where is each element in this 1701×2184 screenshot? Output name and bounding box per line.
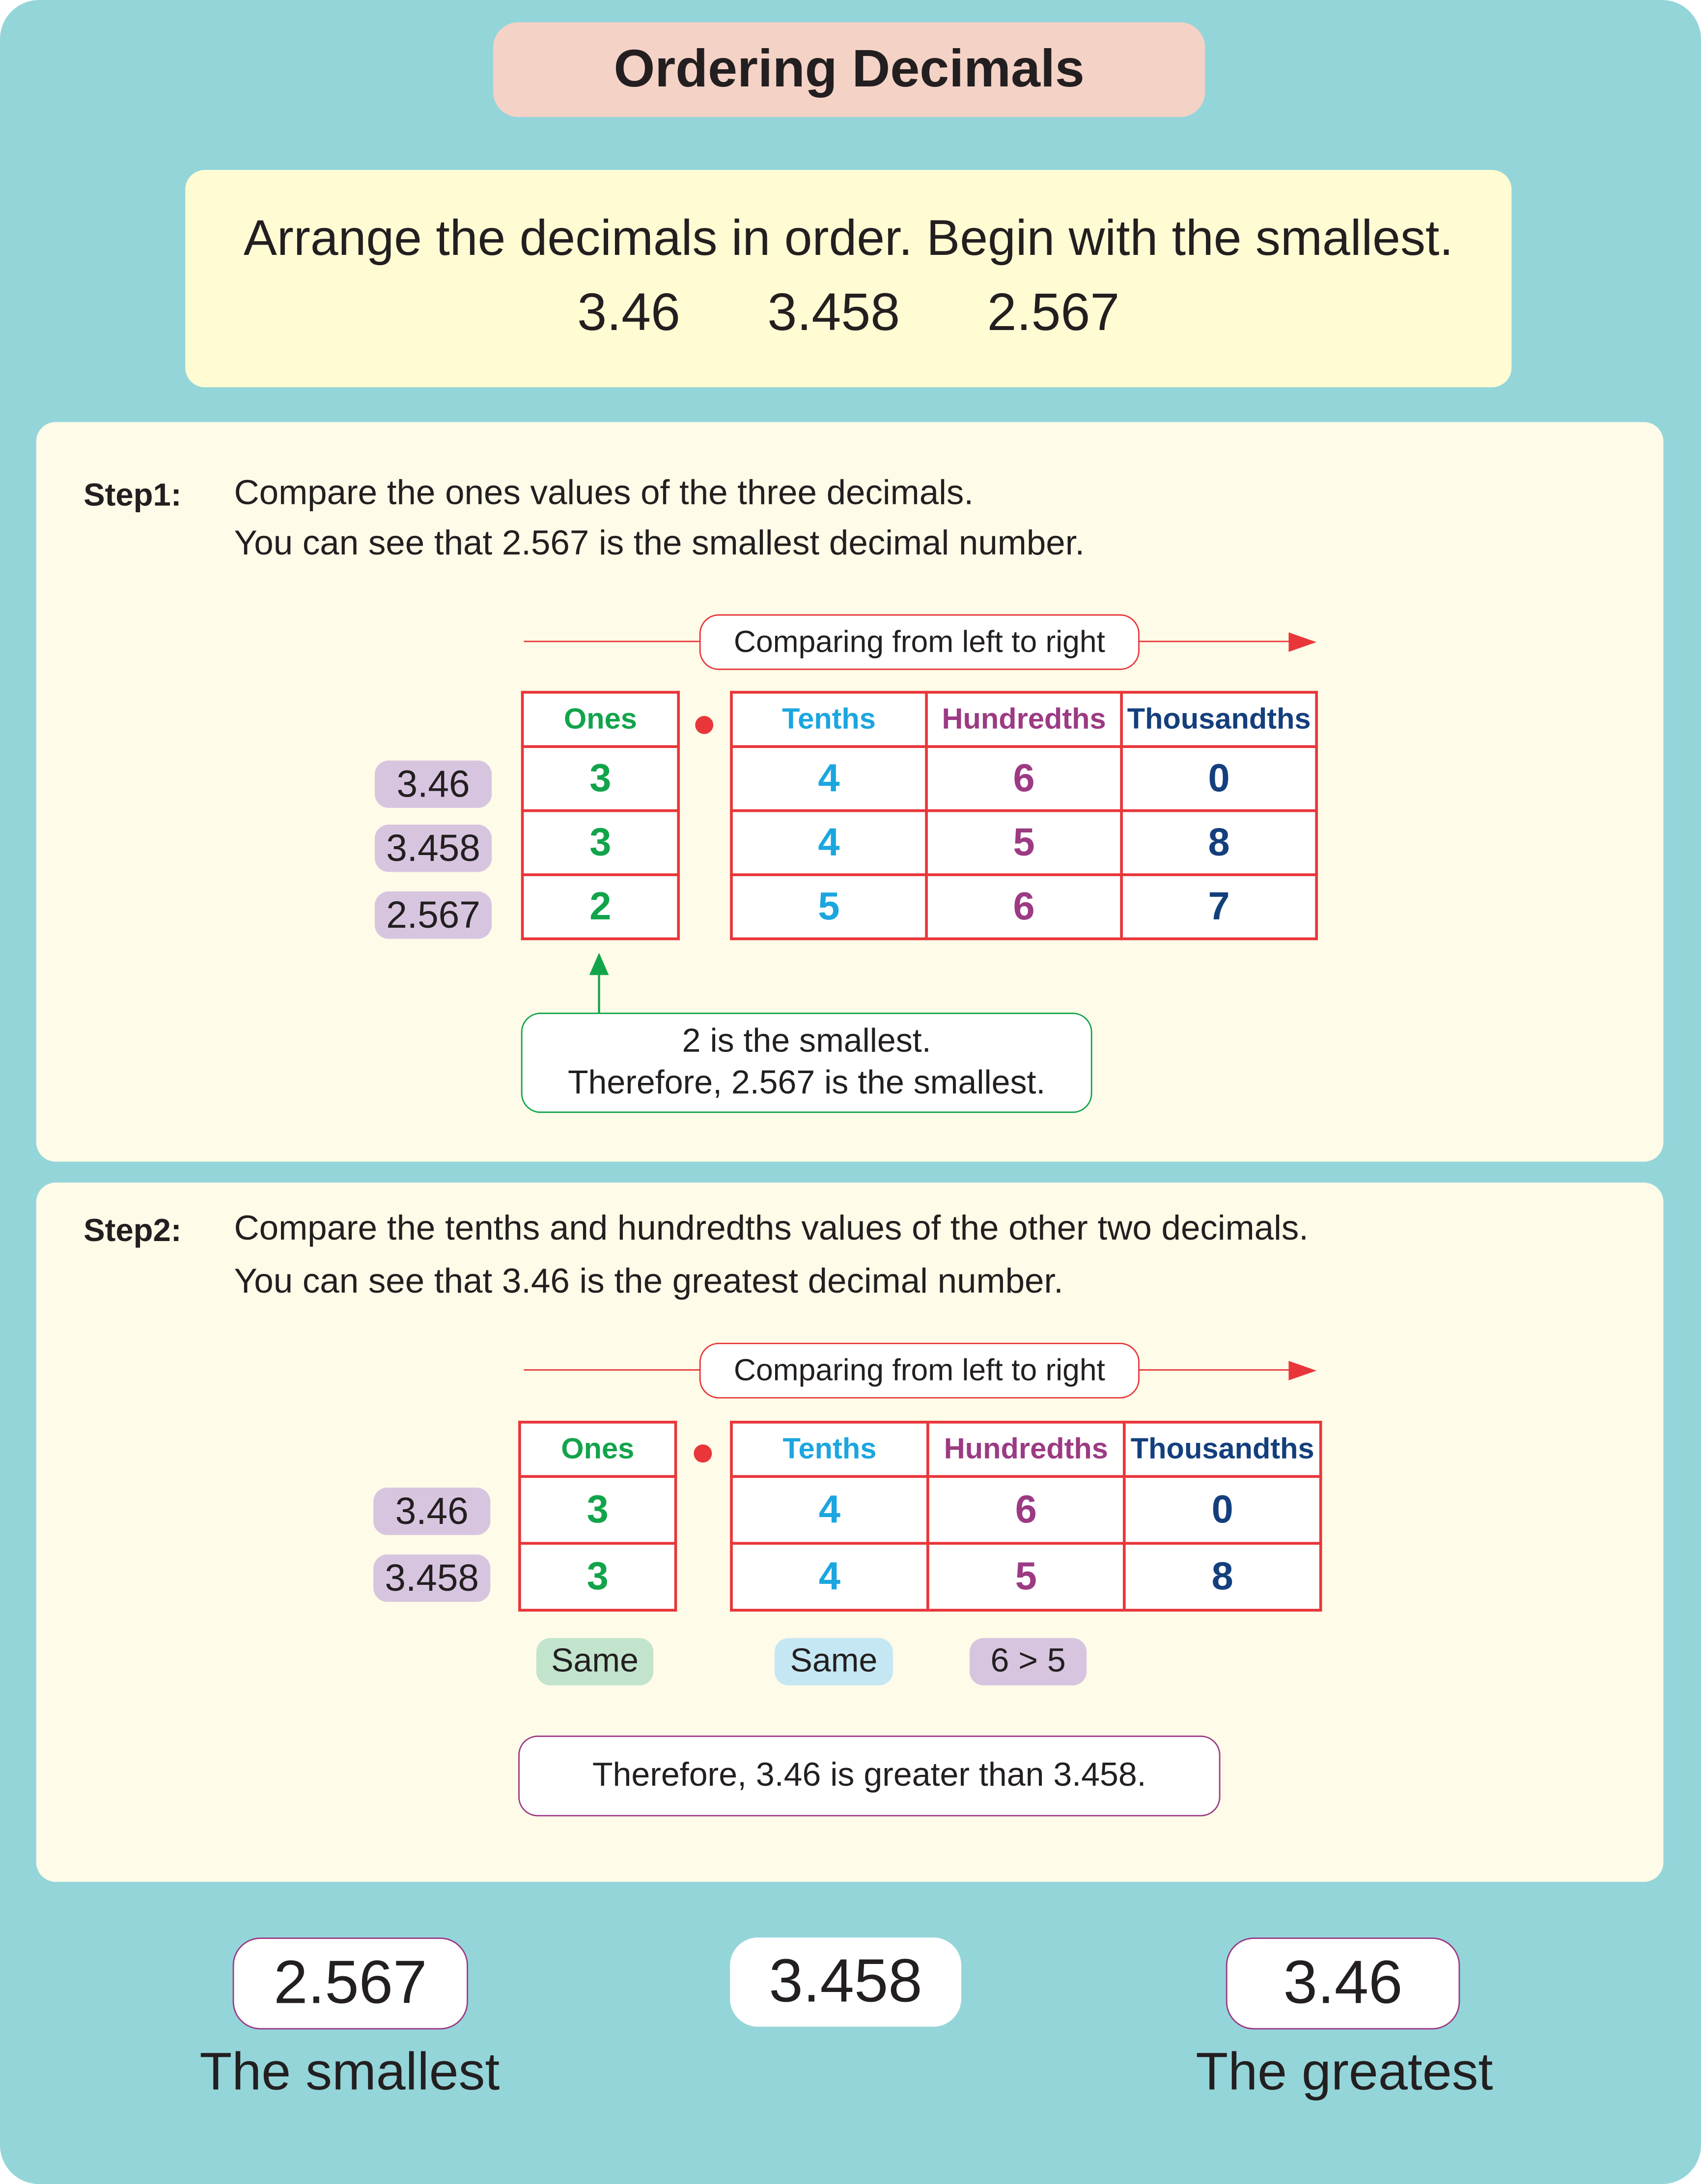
cell-ones: 3 xyxy=(520,1476,676,1543)
header-thousandths: Thousandths xyxy=(1121,692,1316,747)
right-arrow-icon xyxy=(1288,1361,1316,1381)
instruction-numbers xyxy=(185,284,1511,344)
cell-thousandths: 7 xyxy=(1121,875,1316,939)
step2-conclusion-text: Therefore, 3.46 is greater than 3.458. xyxy=(592,1756,1146,1795)
header-tenths: Tenths xyxy=(731,692,926,747)
header-thousandths: Thousandths xyxy=(1124,1422,1321,1477)
step1-label: Step1: xyxy=(84,476,182,513)
cell-hundredths: 6 xyxy=(926,875,1121,939)
step1-ones-table xyxy=(521,691,680,940)
step1-note xyxy=(521,1013,1092,1113)
cell-thousandths: 0 xyxy=(1121,746,1316,810)
compare-label: Comparing from left to right xyxy=(699,614,1140,670)
cell-tenths: 4 xyxy=(731,811,926,875)
page-title: Ordering Decimals xyxy=(493,22,1205,117)
tag-hundredths-compare: 6 > 5 xyxy=(970,1638,1087,1685)
cell-hundredths: 6 xyxy=(926,746,1121,810)
cell-ones: 3 xyxy=(523,811,679,875)
step2-line1: Compare the tenths and hundredths values of the other two decimals. xyxy=(234,1209,1309,1248)
result-smallest-caption: The smallest xyxy=(199,2043,500,2102)
right-arrow-icon xyxy=(1288,633,1316,652)
instruction-box xyxy=(185,170,1511,387)
step1-note-line2: Therefore, 2.567 is the smallest. xyxy=(567,1064,1046,1102)
cell-ones: 3 xyxy=(520,1544,676,1610)
cell-thousandths: 8 xyxy=(1121,811,1316,875)
compare-label: Comparing from left to right xyxy=(699,1343,1140,1398)
decimal-point-dot xyxy=(694,1444,712,1463)
row-label: 3.458 xyxy=(373,1554,490,1602)
cell-ones: 3 xyxy=(523,746,679,810)
step1-decimal-table xyxy=(730,691,1318,940)
step1-line2: You can see that 2.567 is the smallest decimal number. xyxy=(234,524,1085,563)
header-tenths: Tenths xyxy=(731,1422,928,1477)
header-ones: Ones xyxy=(520,1422,676,1477)
decimal-point-dot xyxy=(695,716,713,734)
cell-thousandths: 8 xyxy=(1124,1544,1321,1610)
tag-ones-same: Same xyxy=(536,1638,653,1685)
cell-tenths: 5 xyxy=(731,875,926,939)
result-middle-box: 3.458 xyxy=(730,1937,961,2027)
cell-thousandths: 0 xyxy=(1124,1476,1321,1543)
cell-tenths: 4 xyxy=(731,1544,928,1610)
up-arrow-icon xyxy=(583,953,616,1017)
step2-line2: You can see that 3.46 is the greatest decimal number. xyxy=(234,1262,1063,1301)
step1-note-line1: 2 is the smallest. xyxy=(682,1022,931,1060)
step2-label: Step2: xyxy=(84,1212,182,1248)
row-label: 3.458 xyxy=(375,825,492,872)
step1-line1: Compare the ones values of the three decimals. xyxy=(234,473,974,513)
row-label: 2.567 xyxy=(375,891,492,939)
result-greatest-caption: The greatest xyxy=(1196,2043,1493,2102)
cell-hundredths: 5 xyxy=(926,811,1121,875)
cell-tenths: 4 xyxy=(731,746,926,810)
instruction-number: 3.458 xyxy=(767,284,900,343)
row-label: 3.46 xyxy=(373,1488,490,1535)
instruction-text: Arrange the decimals in order. Begin with the smallest. xyxy=(243,209,1453,266)
result-smallest-box: 2.567 xyxy=(233,1937,468,2029)
header-hundredths: Hundredths xyxy=(926,692,1121,747)
cell-hundredths: 5 xyxy=(928,1544,1124,1610)
tag-tenths-same: Same xyxy=(775,1638,893,1685)
cell-hundredths: 6 xyxy=(928,1476,1124,1543)
instruction-number: 3.46 xyxy=(577,284,680,343)
row-label: 3.46 xyxy=(375,761,492,808)
header-hundredths: Hundredths xyxy=(928,1422,1124,1477)
header-ones: Ones xyxy=(523,692,679,747)
result-greatest-box: 3.46 xyxy=(1226,1937,1460,2029)
step2-conclusion xyxy=(518,1736,1220,1816)
step2-ones-table xyxy=(518,1421,677,1612)
instruction-number: 2.567 xyxy=(987,284,1120,343)
cell-ones: 2 xyxy=(523,875,679,939)
step2-decimal-table xyxy=(730,1421,1322,1612)
cell-tenths: 4 xyxy=(731,1476,928,1543)
